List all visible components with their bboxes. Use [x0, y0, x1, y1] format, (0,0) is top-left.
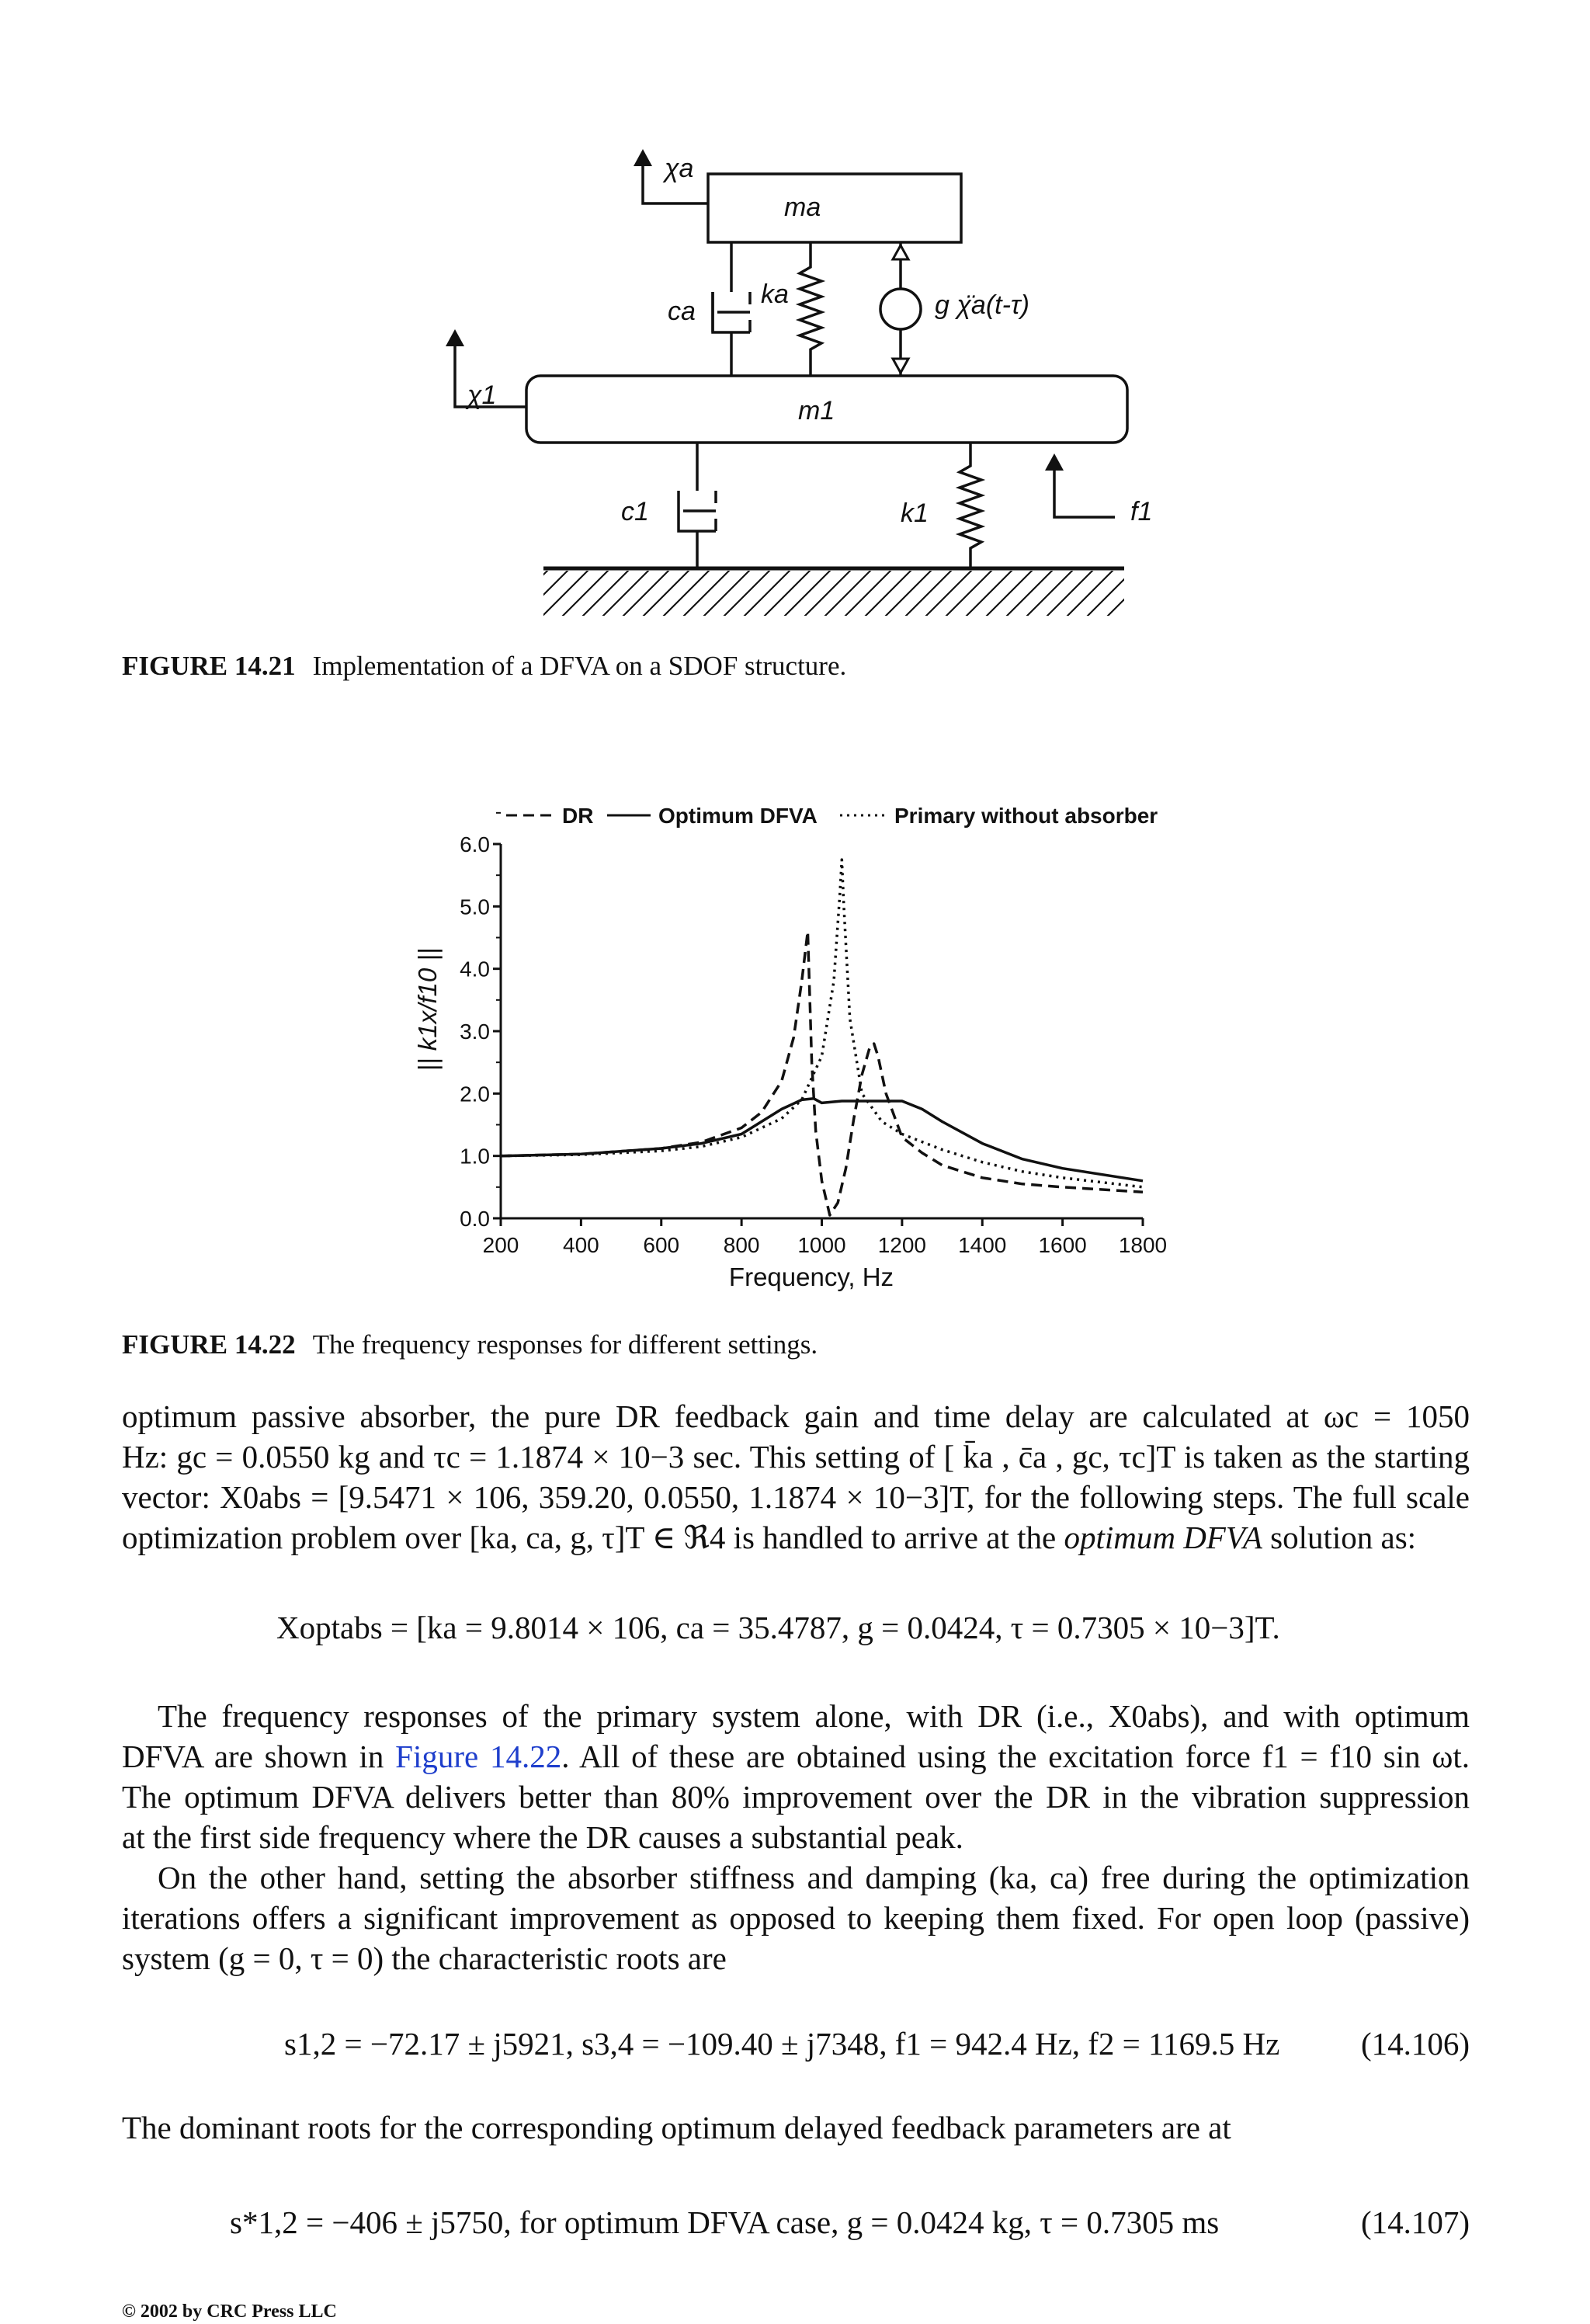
- p1-line-2: Hz: gc = 0.0550 kg and τc = 1.1874 × 10−3 sec. This setting of [ k̄a , c̄a , gc, τc]T is taken as the starting: [122, 1439, 1470, 1475]
- p3-line-3: system (g = 0, τ = 0) the characteristic roots are: [122, 1940, 727, 1976]
- y-tick-label: 5.0: [460, 895, 490, 919]
- label-k1: k1: [901, 498, 929, 528]
- figure-link[interactable]: Figure 14.22: [395, 1739, 562, 1774]
- x-tick-label: 1200: [877, 1233, 927, 1257]
- x-tick-label: 1400: [958, 1233, 1007, 1257]
- equation-number-107: (14.107): [1360, 2204, 1470, 2240]
- p2-line-4: at the first side frequency where the DR causes a substantial peak.: [122, 1819, 963, 1855]
- equation-14-106: s1,2 = −72.17 ± j5921, s3,4 = −109.40 ± j7348, f1 = 942.4 Hz, f2 = 1169.5 Hz: [284, 2026, 1280, 2062]
- series-primary-without-absorber: [501, 860, 1143, 1187]
- label-xa: χa: [665, 154, 694, 183]
- p2-line-2: DFVA are shown in Figure 14.22. All of these are obtained using the excitation force f1 = f10 sin ωt.: [122, 1739, 1470, 1774]
- label-x1: χ1: [467, 380, 497, 410]
- x-tick-label: 1000: [797, 1233, 846, 1257]
- equation-x-opt: Xoptabs = [ka = 9.8014 × 106, ca = 35.4787, g = 0.0424, τ = 0.7305 × 10−3]T.: [276, 1610, 1280, 1645]
- y-tick-label: 6.0: [460, 832, 490, 856]
- legend-label: DR: [562, 804, 594, 828]
- caption-text-22: The frequency responses for different settings.: [312, 1329, 818, 1360]
- p1-line-3: vector: X0abs = [9.5471 × 106, 359.20, 0.0550, 1.1874 × 10−3]T, for the following steps. The full scale: [122, 1479, 1470, 1515]
- caption-number-22: FIGURE 14.22: [122, 1329, 296, 1360]
- series-optimum-dfva: [501, 1099, 1143, 1181]
- x-tick-label: 1800: [1118, 1233, 1168, 1257]
- caption-number: FIGURE 14.21: [122, 651, 296, 681]
- y-tick-label: 2.0: [460, 1082, 490, 1106]
- label-f1: f1: [1130, 497, 1153, 526]
- p4-line-1: The dominant roots for the corresponding optimum delayed feedback parameters are at: [122, 2110, 1231, 2145]
- p1-line-1: optimum passive absorber, the pure DR feedback gain and time delay are calculated at ωc = 1050: [122, 1398, 1470, 1434]
- copyright-footer: © 2002 by CRC Press LLC: [122, 2301, 337, 2322]
- legend-label: Optimum DFVA: [658, 804, 818, 828]
- figure-14-22-caption: [122, 1329, 818, 1360]
- series-dr: [501, 932, 1143, 1216]
- caption-text: Implementation of a DFVA on a SDOF structure.: [312, 651, 847, 681]
- x-tick-label: 1600: [1038, 1233, 1087, 1257]
- label-ca: ca: [668, 297, 696, 326]
- y-tick-label: 0.0: [460, 1207, 490, 1231]
- p1-line-4: optimization problem over [ka, ca, g, τ]T ∈ ℜ4 is handled to arrive at the optimum DFVA solution as:: [122, 1520, 1417, 1555]
- x-tick-label: 400: [563, 1233, 599, 1257]
- legend-label: Primary without absorber: [894, 804, 1158, 828]
- y-tick-label: 1.0: [460, 1144, 490, 1169]
- label-ma: ma: [784, 193, 821, 222]
- label-ka: ka: [761, 280, 789, 309]
- paragraph-2-cont: [122, 1736, 1470, 1857]
- p3-line-1: On the other hand, setting the absorber stiffness and damping (ka, ca) free during the optimization: [158, 1860, 1470, 1895]
- x-tick-label: 200: [482, 1233, 519, 1257]
- y-axis-label: || k1x/f10 ||: [413, 947, 442, 1072]
- paragraph-2: [122, 1696, 1470, 1736]
- x-tick-label: 600: [643, 1233, 680, 1257]
- p3-line-2: iterations offers a significant improvement as opposed to keeping them fixed. For open loop (passive): [122, 1900, 1470, 1936]
- label-m1: m1: [798, 396, 835, 426]
- p2-line-1: The frequency responses of the primary system alone, with DR (i.e., X0abs), and with optimum: [158, 1698, 1470, 1734]
- y-tick-label: 4.0: [460, 957, 490, 981]
- paragraph-3: [122, 1857, 1470, 1898]
- x-axis-label: Frequency, Hz: [728, 1263, 894, 1291]
- p2-line-3: The optimum DFVA delivers better than 80% improvement over the DR in the vibration suppression: [122, 1779, 1470, 1815]
- equation-number-106: (14.106): [1360, 2026, 1470, 2062]
- label-c1: c1: [621, 497, 649, 526]
- x-tick-label: 800: [723, 1233, 760, 1257]
- y-tick-label: 3.0: [460, 1020, 490, 1044]
- equation-14-107: s*1,2 = −406 ± j5750, for optimum DFVA case, g = 0.0424 kg, τ = 0.7305 ms: [230, 2204, 1220, 2240]
- paragraph-4: [122, 2107, 1470, 2148]
- paragraph-1: [122, 1396, 1470, 1558]
- label-feedback: g χ̈a(t-τ): [935, 290, 1029, 320]
- paragraph-3-cont: [122, 1898, 1470, 1978]
